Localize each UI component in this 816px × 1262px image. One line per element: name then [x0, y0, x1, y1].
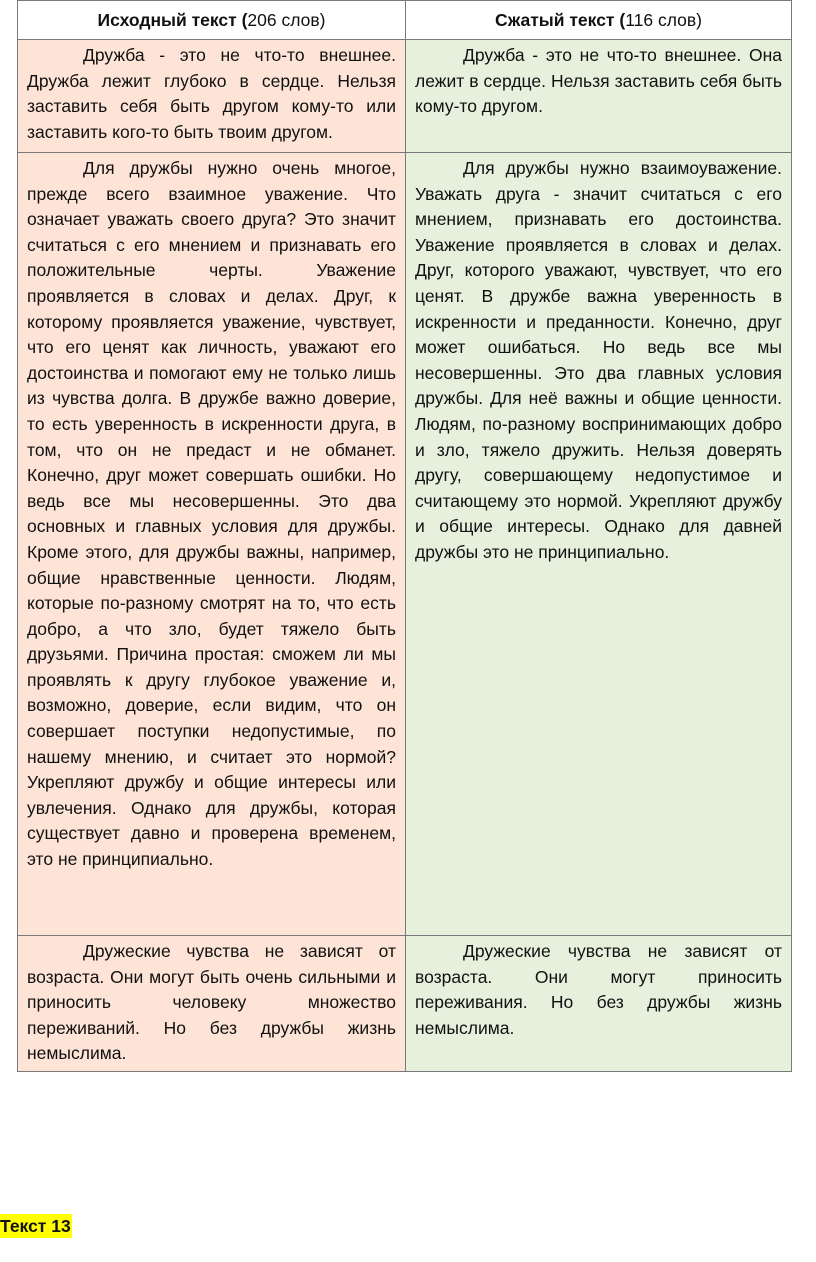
compressed-header-count: 116 слов)	[625, 9, 702, 30]
table-header-row	[18, 1, 792, 40]
table-row	[18, 936, 792, 1072]
comparison-table	[17, 0, 792, 1072]
original-paragraph: Дружба - это не что-то внешнее. Дружба лежит глубоко в сердце. Нельзя заставить себя быть другом кому-то или заставить кого-то быть твоим другом.	[27, 45, 396, 142]
original-header-count: 206 слов)	[247, 9, 326, 30]
compressed-paragraph: Дружба - это не что-то внешнее. Она лежит в сердце. Нельзя заставить себя быть кому-то другом.	[415, 45, 782, 117]
original-text-header	[18, 1, 406, 40]
table-row	[18, 40, 792, 153]
original-cell	[18, 153, 406, 936]
compressed-cell	[406, 153, 792, 936]
table-row	[18, 153, 792, 936]
original-cell	[18, 936, 406, 1072]
original-paragraph: Дружеские чувства не зависят от возраста. Они могут быть очень сильными и приносить человеку множество переживаний. Но без дружбы жизнь немыслима.	[27, 941, 396, 1064]
compressed-header-bold: Сжатый текст (	[495, 9, 626, 30]
compressed-cell	[406, 40, 792, 153]
text-number-label: Текст 13	[0, 1216, 71, 1236]
compressed-paragraph: Дружеские чувства не зависят от возраста. Они могут приносить переживания. Но без дружбы жизнь немыслима.	[415, 941, 782, 1038]
compressed-text-header	[406, 1, 792, 40]
original-cell	[18, 40, 406, 153]
original-paragraph: Для дружбы нужно очень многое, прежде всего взаимное уважение. Что означает уважать своего друга? Это значит считаться с его мнением и признавать его положительные черты. Уважение проявляется в словах и делах. Друг, к которому проявляется уважение, чувствует, что его ценят как личность, уважают его достоинства и помогают ему не только лишь из чувства долга. В дружбе важно доверие, то есть уверенность в искренности друга, в том, что он не предаст и не обманет. Конечно, друг может совершать ошибки. Но ведь все мы несовершенны. Это два основных и главных условия для дружбы. Кроме этого, для дружбы важны, например, общие нравственные ценности. Людям, которые по-разному смотрят на то, что есть добро, а что зло, будет тяжело быть друзьями. Причина простая: сможем ли мы проявлять к другу глубокое уважение и, возможно, доверие, если видим, что он совершает поступки недопустимые, по нашему мнению, и считает это нормой? Укрепляют дружбу и общие интересы или увлечения. Однако для дружбы, которая существует давно и проверена временем, это не принципиально.	[27, 158, 396, 870]
compressed-cell	[406, 936, 792, 1072]
original-header-bold: Исходный текст (	[97, 9, 248, 30]
compressed-paragraph: Для дружбы нужно взаимоуважение. Уважать друга - значит считаться с его мнением, признавать его достоинства. Уважение проявляется в словах и делах. Друг, которого уважают, чувствует, что его ценят. В дружбе важна уверенность в искренности и преданности. Конечно, друг может ошибаться. Но ведь все мы несовершенны. Это два главных условия дружбы. Для неё важны и общие ценности. Людям, по-разному воспринимающих добро и зло, тяжело дружить. Нельзя доверять другу, совершающему недопустимое и считающему это нормой. Укрепляют дружбу и общие интересы. Однако для давней дружбы это не принципиально.	[415, 158, 782, 562]
